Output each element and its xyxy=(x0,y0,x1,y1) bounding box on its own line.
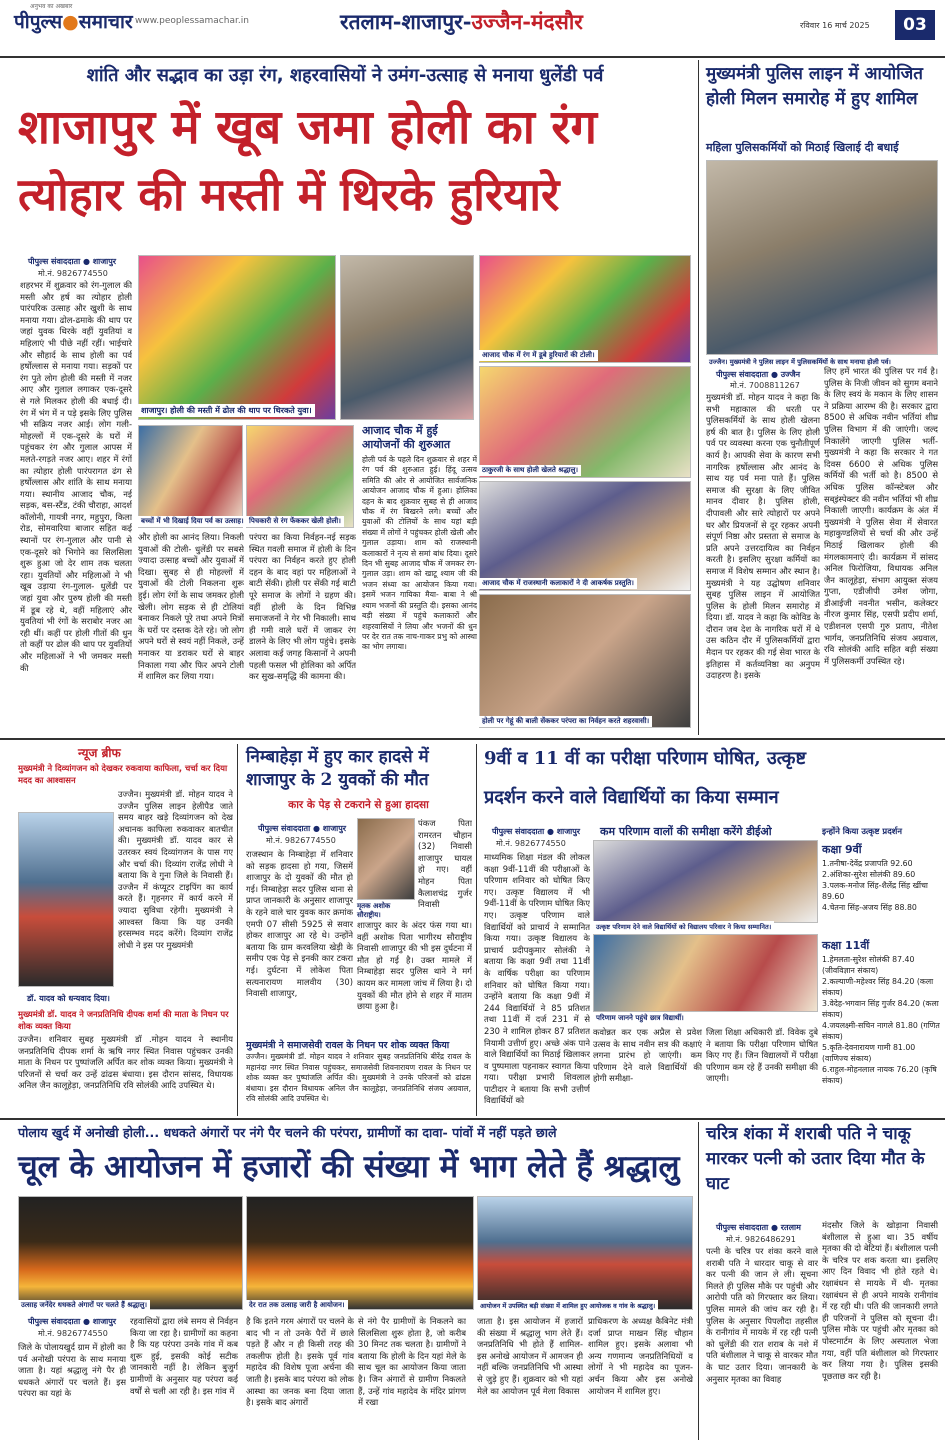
topper-item: 2.अंशिका-सुरेश सोलंकी 89.60 xyxy=(822,870,916,879)
chool-col-1: जिले के पोलायखुर्द ग्राम में होली का पर्व अनोखी परंपरा के साथ मनाया जाता है। यहां श्रद्धालु नंगे पैर ही धधकते अंगारों पर चलते हैं। इस परंपरा का यहां के xyxy=(18,1342,126,1399)
chool-photo-night xyxy=(246,1196,474,1310)
lead-headline-1: शाजापुर में खूब जमा होली का रंग xyxy=(18,100,597,155)
masthead xyxy=(0,0,945,58)
accident-victim-photo xyxy=(357,818,415,900)
crime-col-2: मंदसौर जिले के खोड़ाना निवासी बंशीलाल से हुआ था। 35 वर्षीय मृतका की दो बेटियां हैं। बंशीलाल पत्नी के चरित्र पर शक करता था। इसलिए आए दिन विवाद भी होते रहते थे। रक्षाबंधन से मायके में थी- मृतका रक्षाबंधन से ही अपने मायके रानीगांव में रह रही थी। पति की जानकारी लगते ही परिजनों ने पुलिस को सूचना दी। पुलिस मौके पर पहुंची और मृतका को पोस्टमार्टम के लिए अस्पताल भेजा गया, वहीं पति बंशीलाल को गिरफ्तार कर लिया गया है। पुलिस इसकी पूछताछ कर रही है। xyxy=(822,1220,938,1381)
chool-mobile: मो.नं. 9826774550 xyxy=(38,1329,108,1338)
chool-col-5: जाता है। इस आयोजन में हजारों की संख्या में श्रद्धालु भाग लेते हैं। जनप्रतिनिधि भी होते हैं शामिल- इस अनोखे आयोजन में आमजन ही नहीं बल्कि जनप्रतिनिधि भी आस्था से जुड़े हुए हैं। शुक्रवार को भी यहां मेले का आयोजन पूर्व मेला विकास xyxy=(477,1316,583,1396)
accident-col-2: शाजापुर कार के अंदर फंस गया था। वहीं अशोक पिता भागीरथ सौराष्ट्रीय निवासी शाजापुर की भी इस दुर्घटना में मौत हो गई है। उक्त मामले में निम्बाहेड़ा सदर पुलिस थाने ने मर्ग कायम कर मामला जांच में लिया है। दो युवकों की मौत होने से शहर में मातम छाया हुआ है। xyxy=(357,920,472,1012)
class-11-heading: कक्षा 11वीं xyxy=(822,939,870,952)
section-title xyxy=(340,8,583,36)
chool-photo-crowd xyxy=(477,1196,693,1310)
section-divider xyxy=(0,1118,945,1120)
chool-headline: चूल के आयोजन में हजारों की संख्या में भाग लेते हैं श्रद्धालु xyxy=(18,1149,680,1185)
exam-headline-1: 9वीं व 11 वीं का परीक्षा परिणाम घोषित, उत्कृष्ट xyxy=(484,748,806,769)
toppers-heading: इन्होंने किया उत्कृष्ट प्रदर्शन xyxy=(822,826,902,836)
accident-col-1: राजस्थान के निम्बाहेड़ा में शनिवार को सड़क हादसा हो गया, जिसमें शाजापुर के दो युवकों की मौत हो गई। निम्बाहेड़ा सदर पुलिस थाना से प्राप्त जानकारी के अनुसार शाजापुर के रहने वाले चार युवक कार क्रमांक एमपी 07 सीसी 5925 से सवार होकर शाजापुर आ रहे थे। उन्होंने बताया कि ग्राम करवलिया खेड़ी के समीप एक पेड़ से इनकी कार टकरा गई। दुर्घटना में लोकेश पिता सत्यनारायण मालवीय (30) निवासी शाजापुर, xyxy=(246,849,353,999)
brief-1-caption: डॉ. यादव को धन्यवाद दिया। xyxy=(24,992,113,1005)
chool-col-4: से नंगे पैर ग्रामीणों के निकलने का सिलसिला शुरू होता है, जो करीब 30 मिनट तक चलता है। ग्रामीणों ने बताया कि होली के दिन यहां मेले के साथ चूल का आयोजन किया जाता है। जिन अंगारों से ग्रामीण निकलते हैं, उन्हें गांव महादेव के मंदिर प्रांगण में रखा xyxy=(358,1316,466,1408)
lead-photo-pichkari xyxy=(246,425,354,528)
lead-photo-dance xyxy=(138,255,336,420)
page-number: 03 xyxy=(895,10,935,40)
brief-1-headline: मुख्यमंत्री ने दिव्यांगजन को देखकर रुकवाया काफिला, चर्चा कर दिया मदद का आश्वासन xyxy=(18,763,228,785)
lead-photo-thakurji xyxy=(479,366,691,478)
cm-caption: उज्जैन। मुख्यमंत्री ने पुलिस लाइन में पुलिसकर्मियों के साथ मनाया होली पर्व। xyxy=(706,356,894,367)
condolence-body: उज्जैन। मुख्यमंत्री डॉ. मोहन यादव ने शनिवार सुबह जनप्रतिनिधि बीरेंद्र रावल के महानंदा नगर स्थित निवास पहुंचकर, समाजसेवी शिवनारायण रावल के निधन पर शोक व्यक्त कर पुष्पांजलि अर्पित की। मुख्यमंत्री ने उनके परिजनों को ढांढस बंधाया। इस दौरान विधायक अनिल जैन कालूहेड़ा, जनप्रतिनिधि संजय अग्रवाल, रवि सोलंकी आदि उपस्थित थे। xyxy=(246,1052,471,1103)
exam-photo-honour xyxy=(593,840,818,923)
chool-col-6: प्राधिकरण के अध्यक्ष कैबिनेट मंत्री दर्जा प्राप्त माखन सिंह चौहान शामिल हुए। इसके अलावा भी अन्य गणमान्य जनप्रतिनिधियों व लोगों ने भी महादेव का पूजन-अर्चन किया और इस अनोखे आयोजन में शामिल हुए। xyxy=(588,1316,693,1396)
exam-caption-2: परिणाम जानने पहुंचे छात्र विद्यार्थी। xyxy=(593,1013,687,1024)
chool-caption-3: आयोजन में उपस्थित बड़ी संख्या में शामिल हुए आयोजक व गांव के श्रद्धालु। xyxy=(477,1300,658,1311)
column-rule xyxy=(237,744,238,1116)
exam-photo-students xyxy=(593,934,818,1012)
lead-caption-2: आजाद चौक में रंग में डूबे हुरियारों की टोली। xyxy=(479,350,598,361)
exam-headline-2: प्रदर्शन करने वाले विद्यार्थियों का किया सम्मान xyxy=(484,787,779,808)
section-title-a: रतलाम-शाजापुर- xyxy=(340,9,472,34)
accident-side-text: पंकज पिता रामरतन चौहान (32) निवासी शाजापुर घायल हो गए। वहीं मोहन पिता कैलाशचंद्र गुर्जर निवासी xyxy=(418,818,472,910)
crime-headline: चरित्र शंका में शराबी पति ने चाकू मारकर पत्नी को उतार दिया मौत के घाट xyxy=(706,1122,938,1197)
cm-mobile: मो.नं. 7008811267 xyxy=(730,381,800,390)
news-brief-label: न्यूज ब्रीफ xyxy=(78,746,121,760)
lead-photo-rajasthani xyxy=(479,481,691,591)
exam-col-2: कवोन्नत कर एक अप्रैल से प्रवेश उत्सव के साथ नवीन सत्र की कक्षाएं लगना प्रारंभ हो जाएंगी। कम परिणाम देने वाले विद्यार्थियों की होगी समीक्षा- xyxy=(593,1027,702,1084)
lead-subhead: आजाद चौक में हुई आयोजनों की शुरुआत xyxy=(362,424,451,451)
topper-item: 5.कृति-देवनारायण गामी 81.00 (वाणिज्य संकाय) xyxy=(822,1043,916,1063)
exam-col-1: माध्यमिक शिक्षा मंडल की लोकल कक्षा 9वीं-11वीं की परीक्षाओं के परिणाम शनिवार को घोषित किए गए। उत्कृष्ट विद्यालय में भी 9वीं-11वीं के परिणाम घोषित किए गए। उत्कृष्ट परिणाम वाले विद्यार्थियों को प्राचार्य ने सम्मानित किया गया। उत्कृष्ट विद्यालय के प्राचार्य प्रदीपकुमार सोलंकी ने बताया कि कक्षा 9वीं तथा 11वीं के वार्षिक परीक्षा का परिणाम शनिवार को घोषित किया गया। उन्होंने बताया कि कक्षा 9वीं में 244 विद्यार्थियों ने 85 प्रतिशत तथा 11वीं में दर्ज 231 में से 230 ने शामिल होकर 87 प्रतिशत नियामी उत्तीर्ण हुए। अच्छे अंक पाने वाले विद्यार्थियों का मिठाई खिलाकर व पुष्पमाला पहनाकर स्वागत किया गया। परीक्षा प्रभारी शिवलाल पाटीदार ने बताया कि सभी उत्तीर्ण विद्यार्थियों को xyxy=(484,852,590,1106)
exam-col-3: जिला शिक्षा अधिकारी डॉ. विवेक दुबे ने बताया कि परीक्षा परिणाम घोषित किए गए हैं। जिन विद्यालयों में परीक्षा परिणाम कम रहे हैं उनकी समीक्षा की जाएगी। xyxy=(706,1027,818,1084)
brief-2-body: उज्जैन। शनिवार सुबह मुख्यमंत्री डॉ .मोहन यादव ने स्थानीय जनप्रतिनिधि दीपक शर्मा के ऋषि नगर स्थित निवास पहुंचकर उनकी माता के निधन पर पुष्पांजलि अर्पित कर शोक व्यक्त किया। मुख्यमंत्री ने परिजनों से चर्चा कर उन्हें ढांढस बंधाया। इस दौरान सांसद, विधायक अनिल जैन कालूहेड़ा, जनप्रतिनिधि रवि सोलंकी आदि उपस्थित थे। xyxy=(18,1034,233,1091)
class-9-toppers-list xyxy=(822,858,940,913)
cm-col-2: लिए हमें भारत की पुलिस पर गर्व है। पुलिस के निजी जीवन को सुगम बनाने के लिए स्वयं के मकान के लिए शासन ने प्रक्रिया आरम्भ की है। सरकार द्वारा 8500 से अधिक नवीन भर्तियां शीघ्र पुलिस विभाग में की जाएंगी। जल्द निकालेंगे जाएगी पुलिस भर्ती- मुख्यमंत्री ने कहा कि सरकार ने गत दिवस 6600 से अधिक पुलिस कर्मियों की भर्ती को है। 8500 से अधिक पुलिस कॉन्स्टेबल और सब्इंस्पेक्टर की नवीन भर्तियां भी शीघ्र निकाली जाएगी। कार्यक्रम के अंत में मुख्यमंत्री ने पुलिस सेवा में सेवारत महाकुण्डलियों से चर्चा की और उन्हें मिठाई खिलाकर होली की मंगलकामनाएं दी। कार्यक्रम में सांसद अनिल फिरोजिया, विधायक अनिल जैन कालूहेड़ा, संभाग आयुक्त संजय गुप्ता, एडीजीपी उमेश जोगा, डीआईजी नवनीत भसीन, कलेक्टर नीरज कुमार सिंह, एसपी प्रदीप शर्मा, एडीशनल एसपी गुरु प्रताप, नीतेश भार्गव, जनप्रतिनिधि संजय अग्रवाल, रवि सोलंकी आदि सहित बड़ी संख्या में पुलिसकर्मी उपस्थित रहे। xyxy=(824,366,938,666)
logo-part-b: समाचार xyxy=(78,11,133,33)
topper-item: 4.चेतना सिंह-अजय सिंह 88.80 xyxy=(822,903,917,912)
lead-caption-6: आजाद चौक में राजस्थानी कलाकारों ने दी आकर्षक प्रस्तुति। xyxy=(479,578,637,589)
lead-photo-children xyxy=(138,425,243,528)
class-9-heading: कक्षा 9वीं xyxy=(822,843,862,856)
brief-2-headline: मुख्यमंत्री डॉ. यादव ने जनप्रतिनिधि दीपक शर्मा की माता के निधन पर शोक व्यक्त किया xyxy=(18,1009,229,1031)
accident-headline: निम्बाहेड़ा में हुए कार हादसे में शाजापुर के 2 युवकों की मौत xyxy=(246,747,429,790)
lead-byline: पीपुल्स संवाददाता ● शाजापुर xyxy=(28,257,117,266)
topper-item: 3.वेदेह-भगवान सिंह गुर्जर 84.20 (कला संकाय) xyxy=(822,999,939,1019)
cm-photo xyxy=(706,160,938,355)
class-11-toppers-list xyxy=(822,954,940,1086)
crime-byline: पीपुल्स संवाददाता ● रतलाम xyxy=(716,1223,801,1232)
cm-headline: मुख्यमंत्री पुलिस लाइन में आयोजित होली मिलन समारोह में हुए शामिल xyxy=(706,62,938,112)
column-rule xyxy=(698,60,699,735)
lead-photo-azad-chowk xyxy=(479,255,691,363)
lead-sub-body: होली पर्व के पहले दिन शुक्रवार से शहर में रंग पर्व की शुरुआत हुई। हिंदू उत्सव समिति की ओर से आयोजित सार्वजनिक आयोजन आजाद चौक में हुआ। होलिका दहन के बाद शुक्रवार सुबह से ही आजाद चौक में रंग बिखरने लगे। बच्चों और युवाओं की टोलियों के साथ यहां बड़ी संख्या में लोगों ने पहुंचकर होली खेली और गुलाल उड़ाया। शाम को राजस्थानी कलाकारों ने नृत्य से समां बांध दिया। दूसरे दिन भी सुबह आजाद चौक में जमकर रंग-गुलाल उड़ा। शाम को खाटू श्याम जी की भजन संध्या का आयोजन किया गया। इसमें भजन गायिका मैया- बाबा ने श्री श्याम भजनों की प्रस्तुति दी। इसका आनंद बड़ी संख्या में पहुंचे कलाकारों और शहरवासियों ने लिया और भजनों की धुन पर देर रात तक नाच-गाकर प्रभु को आस्था का भोग लगाया। xyxy=(362,455,477,652)
lead-kicker: शांति और सद्भाव का उड़ा रंग, शहरवासियों ने उमंग-उत्साह से मनाया धुलेंडी पर्व xyxy=(86,65,604,86)
topper-item: 1.तनीषा-देवेंद्र प्रजापति 92.60 xyxy=(822,859,913,868)
lead-col-1: शहरभर में शुक्रवार को रंग-गुलाल की मस्ती और हर्ष का त्योहार होली पारंपरिक उत्साह और खुशी के साथ मनाया गया। ढोल-ढमाके की थाप पर जहां युवक थिरके वहीं युवतियां व महिलाएं भी पीछे नहीं रहीं। भाईचारे और सौहार्द के साथ होली का पर्व हर्षोल्लास से मनाया गया। सड़कों पर रंग पुते लोग होली की मस्ती में नजर आए और गुलाल लगाकर एक-दूसरे से गले मिलकर होली की बधाई दी। रंग में भंग में न पड़े इसके लिए पुलिस भी सक्रिय नजर आई। लोग गली-मोहल्लों में एक-दूसरे के घरों में पहुंचकर रंग और गुलाल आपस में मलते-रगड़ते नजर आए। शहर में रंगों का त्योहार होली पारंपरागत ढंग से हर्षोल्लास और शांति के साथ मनाया गया। स्थानीय आजाद चौक, नई सड़क, बस-स्टैंड, टंकी चौराहा, आदर्श कॉलोनी, गायत्री नगर, महुपुरा, किला रोड, सोमवारिया बाजार सहित कई स्थानों पर रंग-गुलाल और पानी से एक-दूसरे को भिगोने का सिलसिला शुरू हुआ जो देर शाम तक चलता रहा। युवतियों और महिलाओं ने भी खूब उड़ाया रंग-गुलाल- धुलेंडी पर जहां युवा और पुरुष होली की मस्ती में डूब रहे थे, वहीं महिलाएं और युवतियां भी रंगों के सराबोर नजर आ रही थीं। कहीं पर होली गीतों की धुन तो कहीं पर ढोल की थाप पर युवतियों और महिलाओं ने भी जमकर मस्ती की xyxy=(20,280,132,673)
topper-item: 2.कल्याणी-महेश्वर सिंह 84.20 (कला संकाय) xyxy=(822,977,934,997)
brief-1-body xyxy=(18,789,233,994)
topper-item: 3.पलक-मनोज सिंह-शैलेंद्र सिंह खींचा 89.60 xyxy=(822,881,928,901)
accident-photo-caption: मृतक अशोक सौराष्ट्रीय। xyxy=(357,902,391,919)
issue-date: रविवार 16 मार्च 2025 xyxy=(800,21,870,30)
chool-caption-1: उत्साह जनेंदेर धधकते अंगारों पर चलते हैं श्रद्धालु। xyxy=(18,1300,150,1311)
accident-mobile: मो.नं. 9826774550 xyxy=(266,836,336,845)
crime-mobile: मो.नं. 9826486291 xyxy=(726,1235,796,1244)
lead-mobile: मो.नं. 9826774550 xyxy=(38,269,108,278)
lead-photo-street xyxy=(340,255,474,420)
lead-photo-wheat xyxy=(479,594,691,728)
logo-dot-icon: ● xyxy=(62,11,79,33)
exam-subhead: कम परिणाम वालों की समीक्षा करेंगे डीईओ xyxy=(600,825,772,838)
chool-photo-fire-walk xyxy=(18,1196,243,1310)
brief-1-photo-spacer xyxy=(18,789,118,989)
exam-byline: पीपुल्स संवाददाता ● शाजापुर xyxy=(492,827,581,836)
lead-headline-2: त्योहार की मस्ती में थिरके हुरियारे xyxy=(18,168,560,221)
lead-col-3: परंपरा का किया निर्वहन-नई सड़क स्थित गवली समाज में होली के दिन परंपरा का निर्वहन करते हुए होली दहन के बाद वहां पर महिलाओं ने बाटी सेंकी। होली पर सेंकी गई बाटी पूरे समाज के लोगों ने ग्रहण की। वहीं होली के दिन विभिन्न समाजजनों ने गेर भी निकाली। साथ ही गमी वाले घरों में जाकर रंग डालने के लिए भी लोग पहुंचे। इसके अलावा कई जगह किसानों ने अपनी पहली फसल भी होलिका को अर्पित कर सुख-समृद्धि की कामना की। xyxy=(249,532,356,682)
chool-col-2: रहवासियों द्वारा लंबे समय से निर्वहन किया जा रहा है। ग्रामीणों का कहना है कि यह परंपरा उनके गांव में कब शुरू हुई, इसकी कोई सटीक जानकारी नहीं है। लेकिन बुजुर्ग ग्रामीणों के अनुसार यह परंपरा कई वर्षों से चली आ रही है। इस गांव में xyxy=(130,1316,238,1396)
cm-col-1: मुख्यमंत्री डॉ. मोहन यादव ने कहा कि सभी महाकाल की धरती पर पुलिसकर्मियों के साथ होली खेलना हर्ष की बात है। पुलिस के लिए होली पर्व पर व्यवस्था करना एक चुनौतीपूर्ण कार्य है। आपकी सेवा के कारण सभी नागरिक हर्षोल्लास और आनंद के साथ यह पर्व मना पाते हैं। पुलिस समाज की सुरक्षा के लिए जीवित मानव दीवार है। पुलिस होली, दीपावली और सारे त्योहारों पर अपने घर और प्रियजनों से दूर रहकर अपनी संपूर्ण निष्ठा और प्रस्तता से समाज के प्रति अपने उत्तरदायित्व का निर्वहन करती है। इसलिए सुरक्षा कर्मियों का समाज में विशेष सम्मान और स्थान है। मुख्यमंत्री ने यह उद्घोषण शनिवार सुबह पुलिस लाइन में आयोजित पुलिस के होली मिलन समारोह में दिया। डॉ. यादव ने कहा कि कोविड के दौरान जब देश के नागरिक घरों में थे उस कठिन दौर में पुलिसकर्मियों द्वारा मैदान पर रहकर की गई सेवा भारत के इतिहास में कर्तव्यनिष्ठा का अनुपम उदाहरण है। इसके xyxy=(706,392,820,681)
section-title-b: उज्जैन-मंदसौर xyxy=(471,9,583,34)
column-rule xyxy=(476,744,477,1116)
lead-caption-3: ठाकुरजी के साथ होली खेलते श्रद्धालु। xyxy=(479,465,581,476)
topper-item: 1.हेमलता-सुरेश सोलंकी 87.40 (जीवविज्ञान संकाय) xyxy=(822,955,915,975)
brief-1-text: उज्जैन। मुख्यमंत्री डॉ. मोहन यादव ने उज्जैन पुलिस लाइन हेलीपैड जाते समय बाहर खड़े दिव्यांगजन को देख अचानक काफिला रुकवाकर बातचीत की। मुख्यमंत्री डॉ. यादव कार से उतरकर स्वयं दिव्यांगजन के पास गए और चर्चा की। दिव्यांग राजेंद्र लोधी ने बताया कि वे गुना जिले के निवासी हैं। उज्जैन में कंप्यूटर टाइपिंग का कार्य करते हैं। गृहनगर में कार्य करने में ज्यादा सुविधा रहेगी। मुख्यमंत्री ने आश्वस्त किया कि यह उनकी हरसम्भव मदद करेंगे। दिव्यांग राजेंद्र लोधी ने इस पर मुख्यमंत्री xyxy=(118,789,233,950)
masthead-tagline: अनुभव का अखबार xyxy=(30,3,73,10)
topper-item: 4.जयलक्ष्मी-सचिन नागले 81.80 (गणित संकाय) xyxy=(822,1021,940,1041)
newspaper-logo xyxy=(14,8,133,34)
chool-kicker: पोलाय खुर्द में अनोखी होली... धधकते अंगारों पर नंगे पैर चलने की परंपरा, ग्रामीणों का दावा- पांवों में नहीं पड़ते छाले xyxy=(18,1125,557,1140)
logo-part-a: पीपुल्स xyxy=(14,11,63,33)
section-divider xyxy=(0,738,945,740)
exam-caption-1: उत्कृष्ट परिणाम देने वाले विद्यार्थियों को विद्यालय परिवार ने किया सम्मानित। xyxy=(593,921,774,932)
accident-subhead: कार के पेड़ से टकराने से हुआ हादसा xyxy=(288,799,429,811)
website-link[interactable]: www.peoplessamachar.in xyxy=(135,16,249,26)
lead-caption-1: शाजापुर। होली की मस्ती में ढोल की थाप पर थिरकते युवा। xyxy=(138,404,315,417)
chool-col-3: है कि इतने गरम अंगारों पर चलने के बाद भी न तो उनके पैरों में छाले पड़ते हैं और न ही किसी तरह की तकलीफ होती है। इसके पूर्व गांव महादेव की विशेष पूजा अर्चना की जाती है। इसके बाद परंपरा को लोक आस्था का जनक बना दिया जाता है। इसके बाद अंगारों xyxy=(246,1316,354,1408)
chool-caption-2: देर रात तक उत्साह जारी है आयोजन। xyxy=(246,1300,348,1311)
chool-byline: पीपुल्स संवाददाता ● शाजापुर xyxy=(28,1317,117,1326)
topper-item: 6.राहुल-मोहनलाल नायक 76.20 (कृषि संकाय) xyxy=(822,1065,937,1085)
lead-col-2: और होली का आनंद लिया। निकली युवाओं की टोली- धुलेंडी पर सबसे ज्यादा उत्साह बच्चों और युवाओं में दिखा। सुबह से ही मोहल्लों में युवाओं की टोली निकलना शुरू हुई। लोग रंगों के साथ जमकर होली खेली। लोग सड़क से ही टोलियां बनाकर निकले पूरे तथा अपने मित्रों के घरों पर दस्तक देते रहे। जो लोग अपने घरों से स्वयं नहीं निकले, उन्हें मनाकर या डराकर घरों से बाहर निकाला गया और फिर अपने टोली में शामिल कर लिया गया। xyxy=(138,532,244,682)
lead-caption-7: होली पर गेहूं की बाली सेंककर परंपरा का निर्वहन करते शहरवासी। xyxy=(479,716,652,727)
lead-caption-4: बच्चों में भी दिखाई दिया पर्व का उत्साह। xyxy=(138,516,247,527)
column-rule xyxy=(698,1122,699,1440)
condolence-headline: मुख्यमंत्री ने समाजसेवी रावल के निधन पर शोक व्यक्त किया xyxy=(246,1040,450,1051)
exam-mobile: मो.नं. 9826774550 xyxy=(496,839,566,848)
cm-subhead: महिला पुलिसकर्मियों को मिठाई खिलाई दी बधाई xyxy=(706,141,899,154)
crime-col-1: पत्नी के चरित्र पर शंका करने वाले शराबी पति ने धारदार चाकू से वार कर पत्नी की जान ले ली। सूचना मिलते ही पुलिस मौके पर पहुंची और आरोपी पति को गिरफ्तार कर लिया। पुलिस मामले की जांच कर रही है। पुलिस के अनुसार पिपलौदा तहसील के रानीगांव में मायके में रह रही पत्नी को धुलेंडी की रात शराब के नशे में पति बंशीलाल ने चाकू से वारकर मौत के घाट उतार दिया। जानकारी के अनुसार मृतका का विवाह xyxy=(706,1246,818,1384)
accident-byline: पीपुल्स संवाददाता ● शाजापुर xyxy=(258,824,347,833)
cm-byline: पीपुल्स संवाददाता ● उज्जैन xyxy=(716,370,801,379)
lead-caption-5: पिचकारी से रंग फेंककर खेली होली। xyxy=(246,516,344,527)
